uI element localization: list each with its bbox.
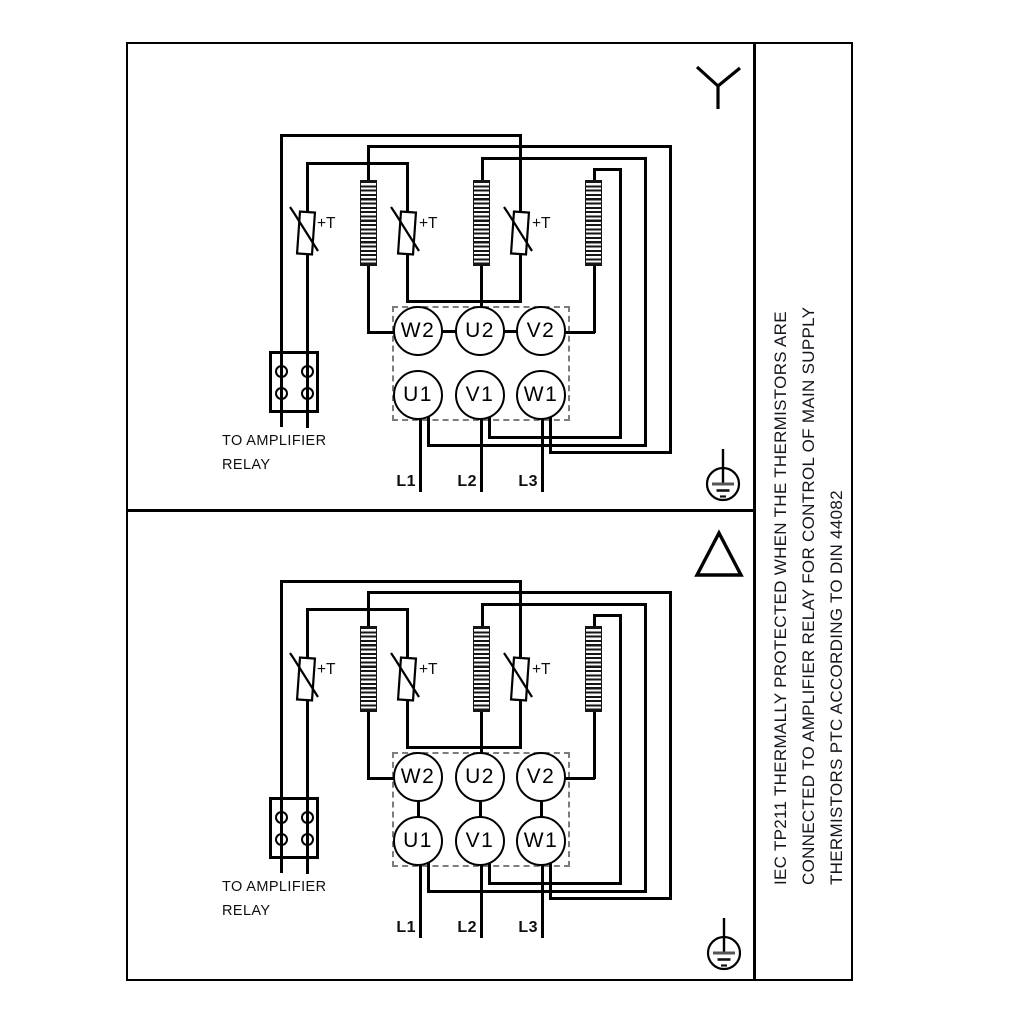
wire-segment xyxy=(481,603,647,606)
wire-segment xyxy=(488,417,491,439)
supply-label-l1: L1 xyxy=(396,919,416,936)
motor-winding-icon xyxy=(360,626,377,712)
terminal-w1 xyxy=(516,370,566,420)
terminal-w1 xyxy=(516,816,566,866)
terminal-label: V2 xyxy=(526,765,556,788)
ground-icon xyxy=(702,449,744,503)
wire-segment xyxy=(669,591,672,900)
wire-segment xyxy=(481,157,647,160)
terminal-w2 xyxy=(393,306,443,356)
supply-wire-l1 xyxy=(419,865,422,938)
side-note-line3: THERMISTORS PTC ACCORDING TO DIN 44082 xyxy=(827,490,846,885)
wire-segment xyxy=(367,331,395,334)
wire-segment xyxy=(367,710,370,780)
wire-segment xyxy=(306,162,409,165)
wire-segment xyxy=(367,264,370,334)
wire-segment xyxy=(593,168,622,171)
wire-segment xyxy=(367,145,671,148)
thermistor-icon xyxy=(384,651,430,707)
wire-segment xyxy=(480,710,483,755)
relay-caption-line1: TO AMPLIFIER xyxy=(222,433,327,449)
wire-segment xyxy=(549,451,671,454)
thermistor-label: +T xyxy=(317,215,336,232)
wire-segment xyxy=(480,264,483,309)
supply-label-l1: L1 xyxy=(396,473,416,490)
terminal-label: U1 xyxy=(403,829,433,852)
wire-segment xyxy=(280,580,522,583)
terminal-w2 xyxy=(393,752,443,802)
wire-segment xyxy=(619,168,622,439)
relay-terminal-icon xyxy=(301,811,314,824)
wire-segment xyxy=(406,300,522,303)
motor-winding-icon xyxy=(473,180,490,266)
wire-segment xyxy=(306,608,409,611)
terminal-v2 xyxy=(516,752,566,802)
relay-connector-box xyxy=(269,797,319,859)
delta-link-wire xyxy=(417,802,420,817)
terminal-label: U1 xyxy=(403,383,433,406)
wire-segment xyxy=(619,614,622,885)
wire-segment xyxy=(427,444,647,447)
motor-winding-icon xyxy=(360,180,377,266)
terminal-u2 xyxy=(455,306,505,356)
supply-wire-l3 xyxy=(541,865,544,938)
supply-wire-l2 xyxy=(480,865,483,938)
relay-terminal-icon xyxy=(301,387,314,400)
supply-label-l3: L3 xyxy=(518,919,538,936)
terminal-v2 xyxy=(516,306,566,356)
supply-label-l2: L2 xyxy=(457,919,477,936)
wire-segment xyxy=(593,614,622,617)
thermistor-label: +T xyxy=(419,661,438,678)
terminal-v1 xyxy=(455,370,505,420)
wire-segment xyxy=(367,591,671,594)
wire-segment xyxy=(593,264,596,333)
terminal-label: V2 xyxy=(526,319,556,342)
wire-segment xyxy=(564,777,595,780)
relay-caption-line2: RELAY xyxy=(222,903,271,919)
thermistor-label: +T xyxy=(532,661,551,678)
motor-winding-icon xyxy=(585,180,602,266)
relay-terminal-icon xyxy=(301,833,314,846)
thermistor-icon xyxy=(384,205,430,261)
wire-segment xyxy=(488,436,622,439)
relay-caption-line2: RELAY xyxy=(222,457,271,473)
terminal-label: W1 xyxy=(523,829,559,852)
thermistor-icon xyxy=(497,651,543,707)
star-connection-icon xyxy=(691,59,745,113)
wire-segment xyxy=(593,710,596,779)
wire-segment xyxy=(564,331,595,334)
wire-segment xyxy=(669,145,672,454)
motor-winding-icon xyxy=(473,626,490,712)
relay-terminal-icon xyxy=(275,811,288,824)
ground-icon xyxy=(703,918,745,972)
thermistor-icon xyxy=(283,205,329,261)
wire-segment xyxy=(644,157,647,447)
supply-wire-l1 xyxy=(419,419,422,492)
terminal-label: W2 xyxy=(400,765,436,788)
side-note-line1: IEC TP211 THERMALLY PROTECTED WHEN THE THERMISTORS ARE xyxy=(771,311,790,885)
relay-terminal-icon xyxy=(275,833,288,846)
supply-label-l3: L3 xyxy=(518,473,538,490)
wire-segment xyxy=(644,603,647,893)
thermistor-label: +T xyxy=(317,661,336,678)
relay-terminal-icon xyxy=(275,387,288,400)
terminal-u2 xyxy=(455,752,505,802)
terminal-label: U2 xyxy=(465,319,495,342)
terminal-label: V1 xyxy=(465,829,495,852)
thermistor-label: +T xyxy=(532,215,551,232)
supply-label-l2: L2 xyxy=(457,473,477,490)
terminal-label: V1 xyxy=(465,383,495,406)
wire-segment xyxy=(406,746,522,749)
supply-wire-l2 xyxy=(480,419,483,492)
wire-segment xyxy=(488,882,622,885)
relay-terminal-icon xyxy=(301,365,314,378)
thermistor-icon xyxy=(283,651,329,707)
thermistor-icon xyxy=(497,205,543,261)
terminal-label: W2 xyxy=(400,319,436,342)
terminal-v1 xyxy=(455,816,505,866)
delta-connection-icon xyxy=(693,529,745,579)
wire-segment xyxy=(427,863,430,893)
wire-segment xyxy=(367,591,370,628)
wire-segment xyxy=(549,897,671,900)
wire-segment xyxy=(367,145,370,182)
thermistor-label: +T xyxy=(419,215,438,232)
relay-connector-box xyxy=(269,351,319,413)
side-note-line2: CONNECTED TO AMPLIFIER RELAY FOR CONTROL OF MAIN SUPPLY xyxy=(799,306,818,885)
motor-winding-icon xyxy=(585,626,602,712)
wire-segment xyxy=(367,777,395,780)
terminal-label: U2 xyxy=(465,765,495,788)
terminal-u1 xyxy=(393,370,443,420)
terminal-u1 xyxy=(393,816,443,866)
relay-caption-line1: TO AMPLIFIER xyxy=(222,879,327,895)
relay-terminal-icon xyxy=(275,365,288,378)
wire-segment xyxy=(280,134,522,137)
wire-segment xyxy=(488,863,491,885)
wire-segment xyxy=(427,890,647,893)
wire-segment xyxy=(427,417,430,447)
delta-link-wire xyxy=(479,802,482,817)
delta-link-wire xyxy=(540,802,543,817)
terminal-label: W1 xyxy=(523,383,559,406)
supply-wire-l3 xyxy=(541,419,544,492)
panel-divider xyxy=(126,509,755,512)
